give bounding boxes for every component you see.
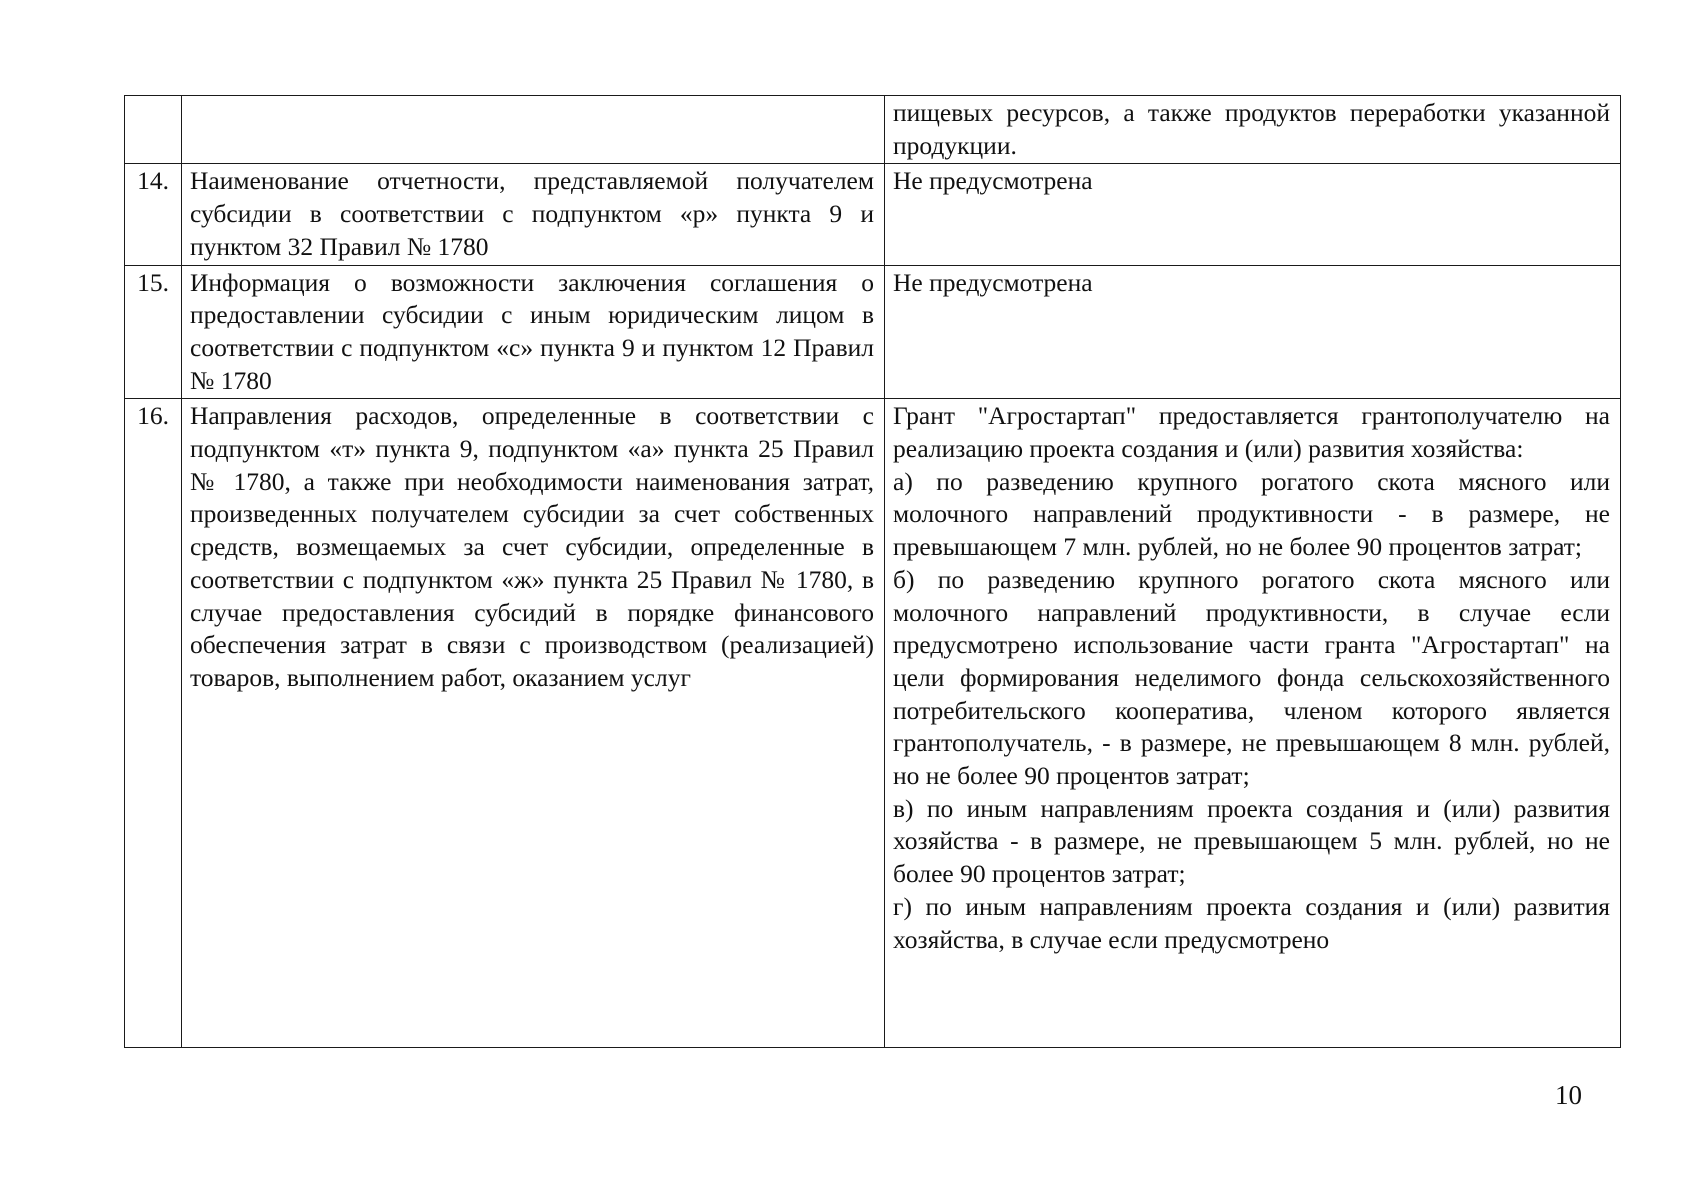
document-table <box>124 95 1621 1048</box>
table-row <box>125 164 1621 265</box>
row-description <box>182 96 885 164</box>
table-row <box>125 265 1621 399</box>
table-row <box>125 399 1621 1048</box>
row-value <box>885 265 1621 399</box>
row-description: Наименование отчетности, представляемой получателем субсидии в соответствии с подпунктом «р» пункта 9 и пунктом 32 Правил № 1780 <box>182 164 885 265</box>
row-value <box>885 164 1621 265</box>
row-number: 14. <box>125 164 182 265</box>
page-number: 10 <box>1555 1080 1582 1110</box>
value-paragraph: пищевых ресурсов, а также продуктов переработки указанной продукции. <box>893 98 1610 160</box>
row-number <box>125 96 182 164</box>
value-paragraph: а) по разведению крупного рогатого скота мясного или молочного направлений продуктивности - в размере, не превышающем 7 млн. рублей, но не более 90 процентов затрат; <box>893 466 1610 562</box>
row-description: Направления расходов, определенные в соответствии с подпунктом «т» пункта 9, подпунктом «а» пункта 25 Правил № 1780, а также при необходимости наименования затрат, произведенных получателем субсидии за счет собственных средств, возмещаемых за счет субсидии, определенные в соответствии с подпунктом «ж» пункта 25 Правил № 1780, в случае предоставления субсидий в порядке финансового обеспечения затрат в связи с производством (реализацией) товаров, выполнением работ, оказанием услуг <box>182 399 885 1048</box>
row-number: 15. <box>125 265 182 399</box>
row-number: 16. <box>125 399 182 1048</box>
value-paragraph: б) по разведению крупного рогатого скота мясного или молочного направлений продуктивности, в случае если предусмотрено использование части гранта "Агростартап" на цели формирования неделимого фонда сельскохозяйственного потребительского кооператива, членом которого является грантополучатель, - в размере, не превышающем 8 млн. рублей, но не более 90 процентов затрат; <box>893 564 1610 791</box>
value-paragraph: Грант "Агростартап" предоставляется грантополучателю на реализацию проекта создания и (или) развития хозяйства: <box>893 401 1610 464</box>
row-value <box>885 399 1621 1048</box>
value-paragraph: Не предусмотрена <box>893 166 1093 196</box>
row-value <box>885 96 1621 164</box>
value-paragraph: в) по иным направлениям проекта создания и (или) развития хозяйства - в размере, не превышающем 5 млн. рублей, но не более 90 процентов затрат; <box>893 793 1610 889</box>
value-paragraph: г) по иным направлениям проекта создания и (или) развития хозяйства, в случае если предусмотрено <box>893 891 1610 954</box>
table-row <box>125 96 1621 164</box>
value-paragraph: Не предусмотрена <box>893 267 1093 297</box>
row-description: Информация о возможности заключения соглашения о предоставлении субсидии с иным юридическим лицом в соответствии с подпунктом «с» пункта 9 и пунктом 12 Правил № 1780 <box>182 265 885 399</box>
